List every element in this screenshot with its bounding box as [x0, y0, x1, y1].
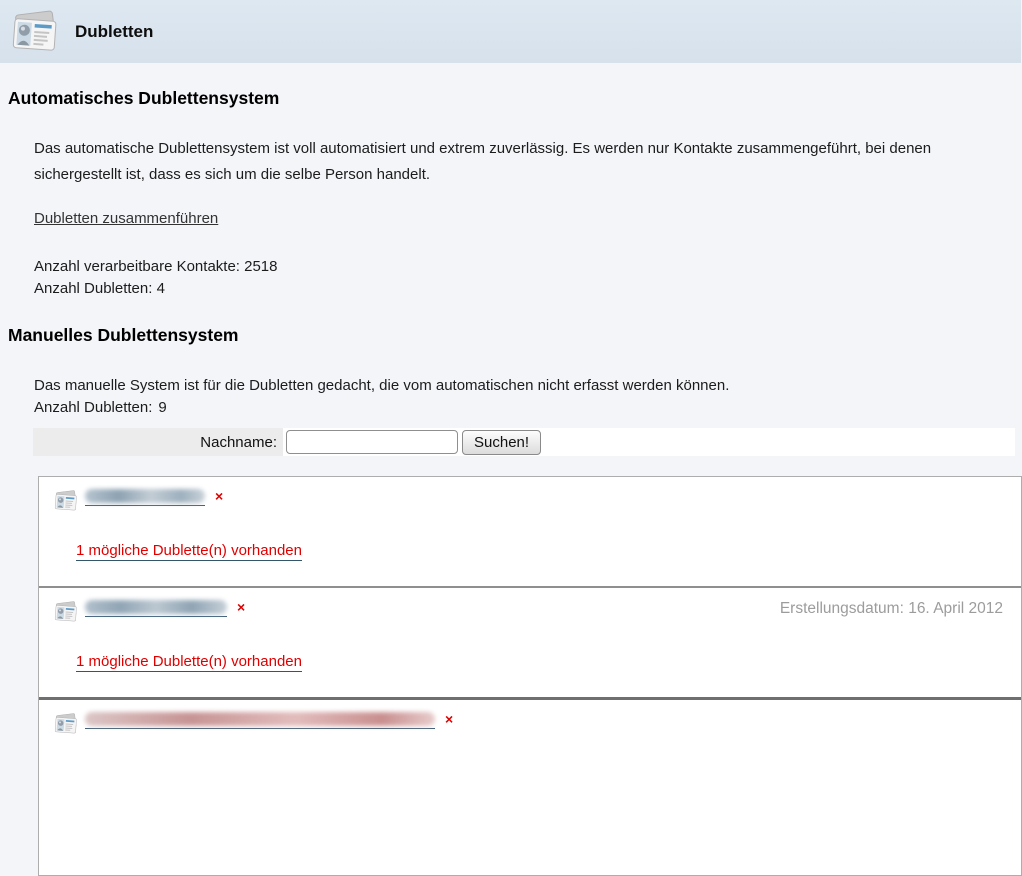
duplicate-item-name-row: [53, 712, 1007, 735]
delete-duplicate-icon[interactable]: ×: [445, 711, 454, 727]
auto-section-description: Das automatische Dublettensystem ist voll automatisiert und extrem zuverlässig. Es werden nur Kontakte zusammengeführt, bei denen sichergestellt ist, dass es sich um die selbe Person handelt.: [34, 140, 932, 183]
duplicate-item-name-row: [53, 489, 1007, 512]
manual-duplicates-count: [34, 397, 1013, 419]
processable-contacts-count: Anzahl verarbeitbare Kontakte: 2518: [34, 258, 278, 275]
contact-name-link-redacted[interactable]: [85, 600, 227, 617]
lastname-label: Nachname:: [200, 433, 277, 451]
manual-section-heading: Manuelles Dublettensystem: [8, 325, 239, 345]
merge-duplicates-link[interactable]: Dubletten zusammenführen: [34, 210, 219, 227]
possible-duplicate-link[interactable]: 1 mögliche Dublette(n) vorhanden: [76, 653, 302, 670]
redacted-name-blur: [85, 600, 227, 614]
delete-duplicate-icon[interactable]: ×: [215, 488, 224, 504]
contact-name-link-redacted[interactable]: [85, 712, 435, 729]
creation-date: Erstellungsdatum: 16. April 2012: [779, 600, 1003, 617]
redacted-name-blur: [85, 712, 435, 726]
manual-duplicates-count-label: Anzahl Dubletten:: [34, 399, 153, 416]
contact-name-link-redacted[interactable]: [85, 489, 205, 506]
lastname-search-row: [33, 428, 1015, 456]
lastname-field-cell: [283, 428, 1015, 456]
duplicate-item-1: [39, 477, 1021, 586]
manual-duplicates-count-value: 9: [158, 399, 167, 416]
possible-duplicate-link[interactable]: 1 mögliche Dublette(n) vorhanden: [76, 542, 302, 559]
contacts-card-icon: [10, 9, 60, 55]
contact-card-icon: [53, 713, 79, 735]
delete-duplicate-icon[interactable]: ×: [237, 599, 246, 615]
duplicates-list: [38, 476, 1022, 876]
lastname-search-input[interactable]: [286, 430, 458, 454]
contact-card-icon: [53, 490, 79, 512]
manual-duplicates-section: [8, 325, 1013, 456]
redacted-name-blur: [85, 489, 205, 503]
duplicate-item-2: [39, 586, 1021, 697]
contact-card-icon: [53, 601, 79, 623]
page-header: [0, 0, 1021, 63]
lastname-label-cell: [33, 428, 283, 456]
auto-section-heading: Automatisches Dublettensystem: [8, 88, 280, 108]
manual-section-description: Das manuelle System ist für die Dubletten gedacht, die vom automatischen nicht erfasst werden können.: [34, 377, 730, 394]
page-title: Dubletten: [75, 21, 154, 41]
search-button[interactable]: Suchen!: [462, 430, 541, 455]
duplicate-item-3-partial: [39, 697, 1021, 760]
main-content: [0, 88, 1021, 876]
auto-section-stats: [34, 256, 1013, 300]
duplicate-item-name-row: [53, 600, 1007, 623]
auto-duplicates-count: Anzahl Dubletten: 4: [34, 280, 165, 297]
automatic-duplicates-section: [8, 88, 1013, 300]
